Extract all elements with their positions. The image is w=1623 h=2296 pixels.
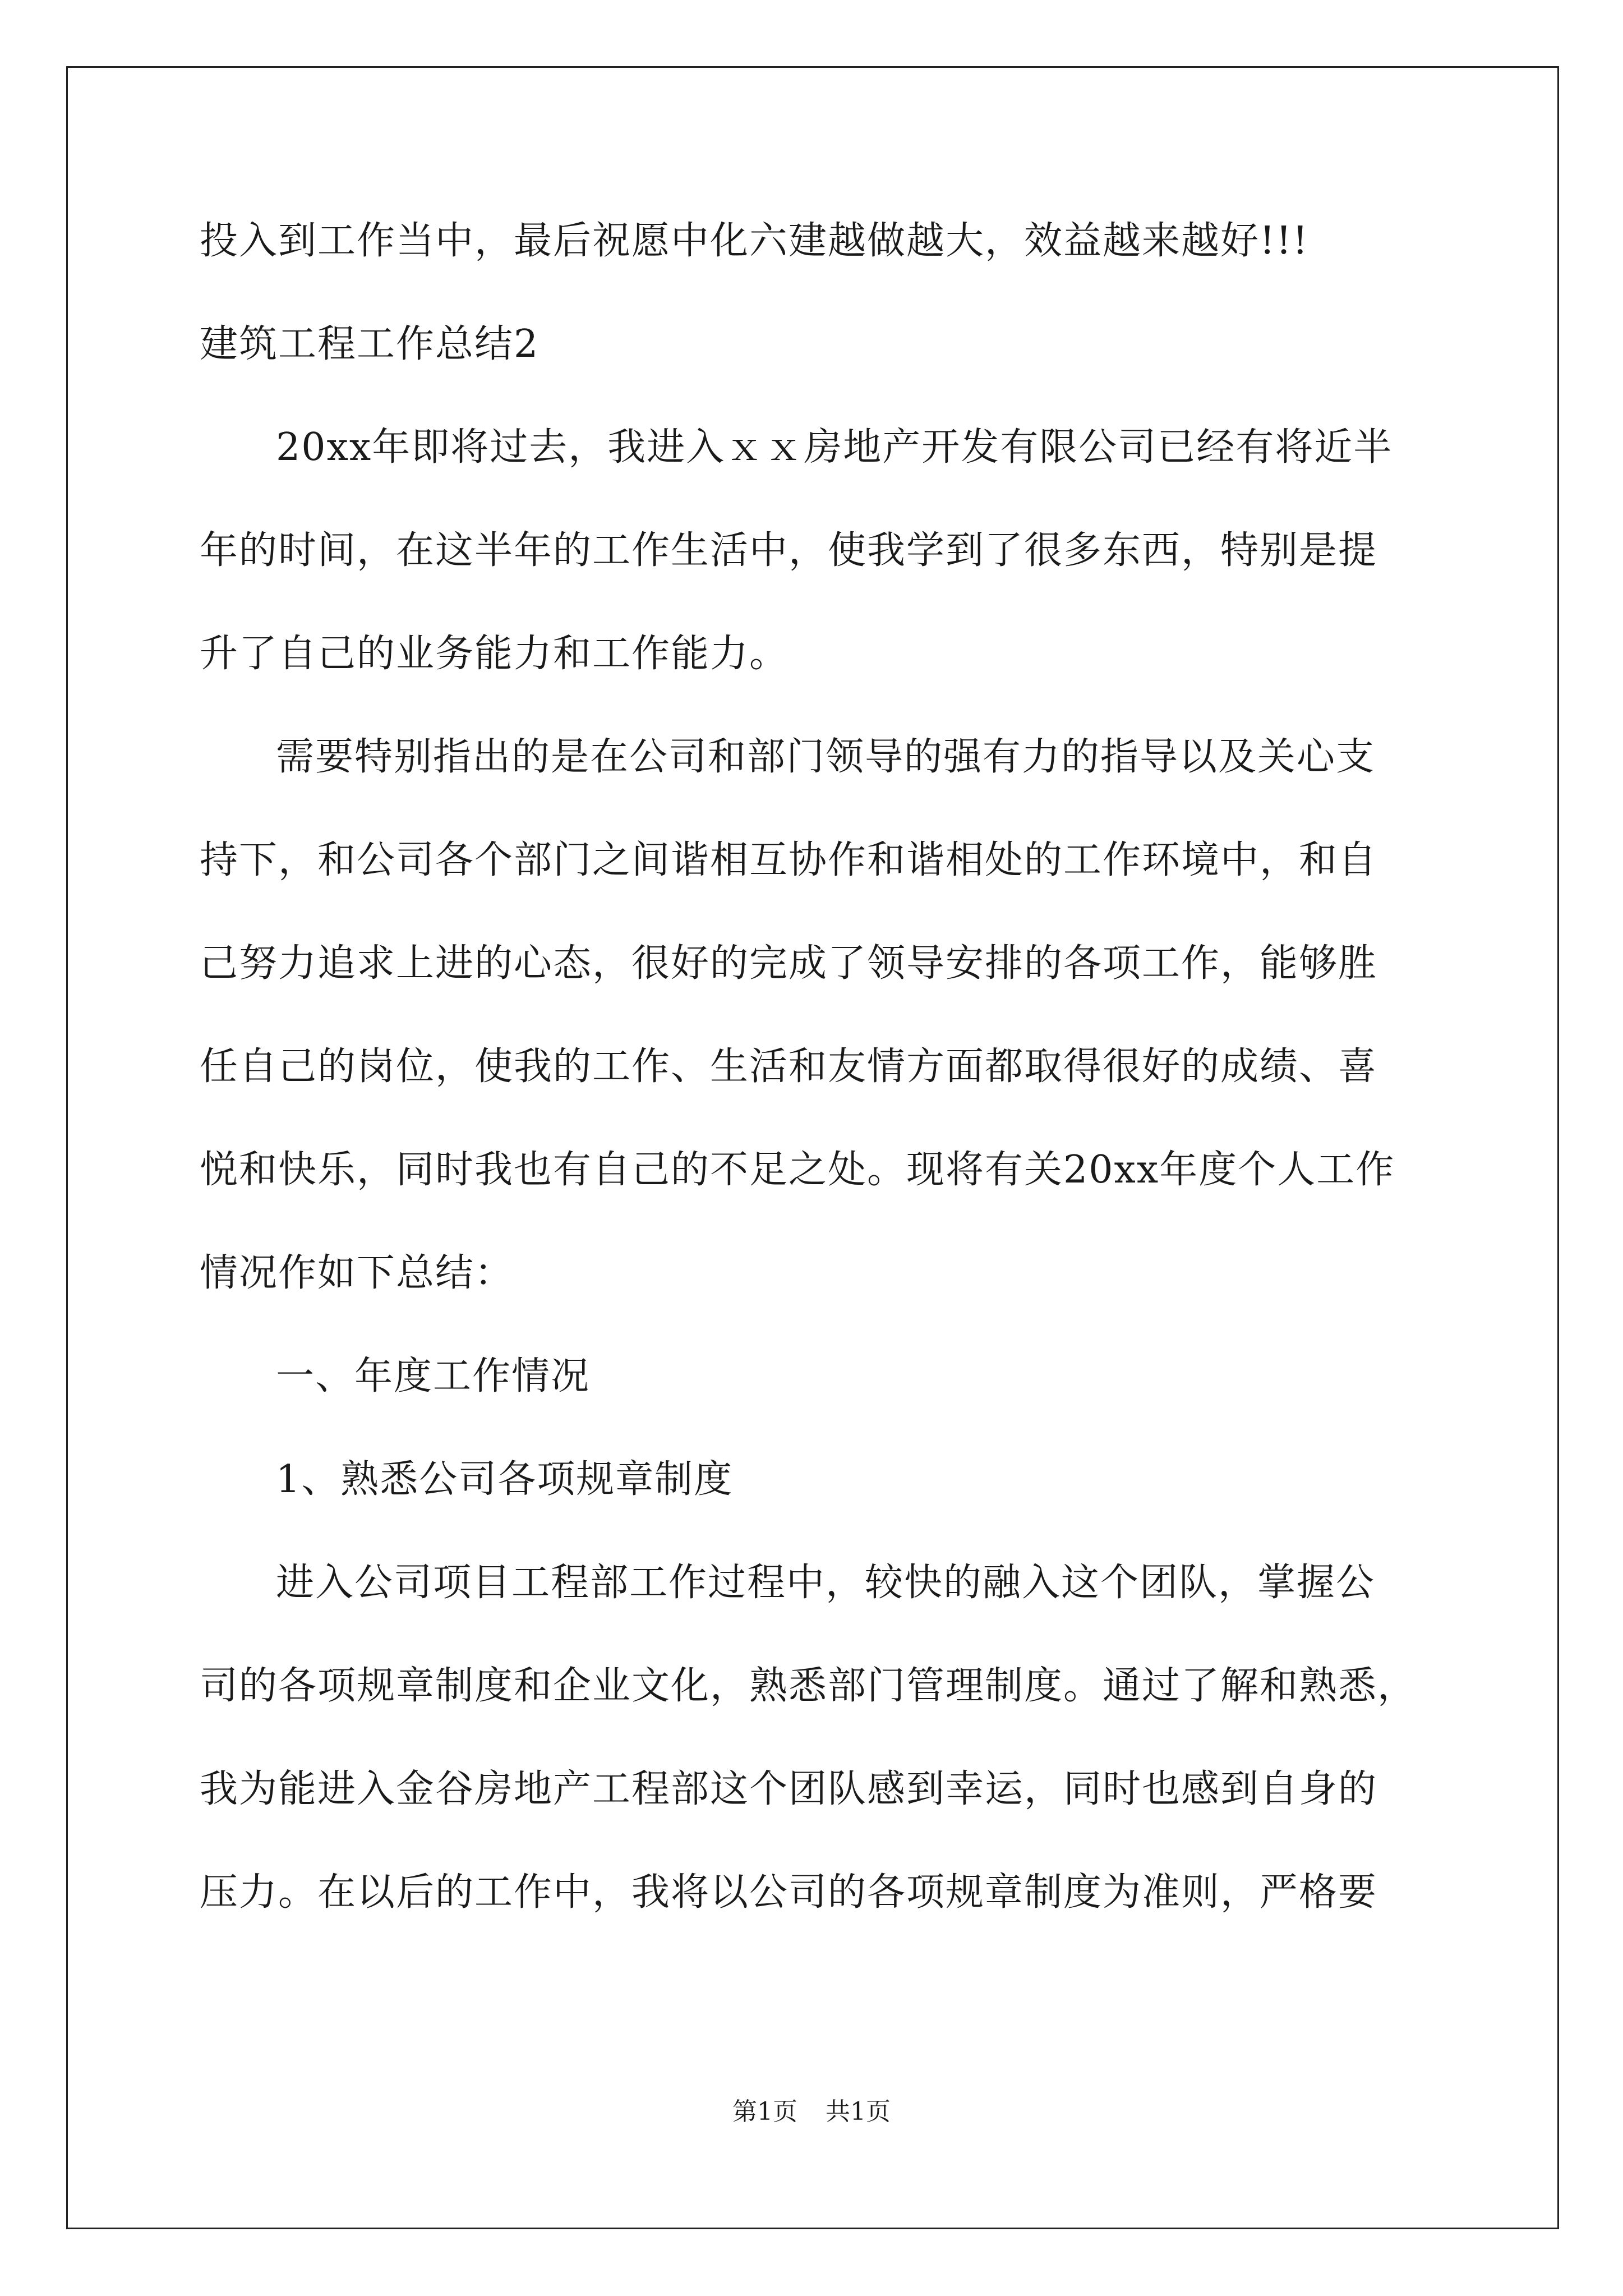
subsection-heading: 1、熟悉公司各项规章制度 [276, 1457, 734, 1502]
paragraph-line: 悦和快乐，同时我也有自己的不足之处。现将有关20xx年度个人工作 [200, 1148, 1395, 1192]
subsection-heading: 一、年度工作情况 [276, 1354, 591, 1398]
paragraph-line: 进入公司项目工程部工作过程中，较快的融入这个团队，掌握公 [276, 1561, 1376, 1605]
paragraph-line: 我为能进入金谷房地产工程部这个团队感到幸运，同时也感到自身的 [200, 1767, 1378, 1811]
paragraph-line: 年的时间，在这半年的工作生活中，使我学到了很多东西，特别是提 [200, 528, 1378, 573]
paragraph-line: 情况作如下总结： [200, 1251, 514, 1295]
paragraph-line: 司的各项规章制度和企业文化，熟悉部门管理制度。通过了解和熟悉， [200, 1664, 1417, 1708]
text-line-continuation: 投入到工作当中，最后祝愿中化六建越做越大，效益越来越好!!! [200, 219, 1309, 263]
paragraph-line: 任自己的岗位，使我的工作、生活和友情方面都取得很好的成绩、喜 [200, 1045, 1378, 1089]
paragraph-line: 压力。在以后的工作中，我将以公司的各项规章制度为准则，严格要 [200, 1870, 1378, 1915]
paragraph-line: 需要特别指出的是在公司和部门领导的强有力的指导以及关心支 [276, 735, 1376, 779]
paragraph-line: 升了自己的业务能力和工作能力。 [200, 632, 789, 676]
paragraph-line: 己努力追求上进的心态，很好的完成了领导安排的各项工作，能够胜 [200, 941, 1378, 986]
page-total: 共1页 [826, 2097, 891, 2126]
paragraph-line: 20xx年即将过去，我进入ｘｘ房地产开发有限公司已经有将近半 [276, 425, 1393, 470]
page-number: 第1页 [732, 2097, 797, 2126]
page-footer [0, 2095, 1623, 2129]
paragraph-line: 持下，和公司各个部门之间谐相互协作和谐相处的工作环境中，和自 [200, 838, 1378, 882]
section-heading: 建筑工程工作总结2 [200, 322, 540, 366]
